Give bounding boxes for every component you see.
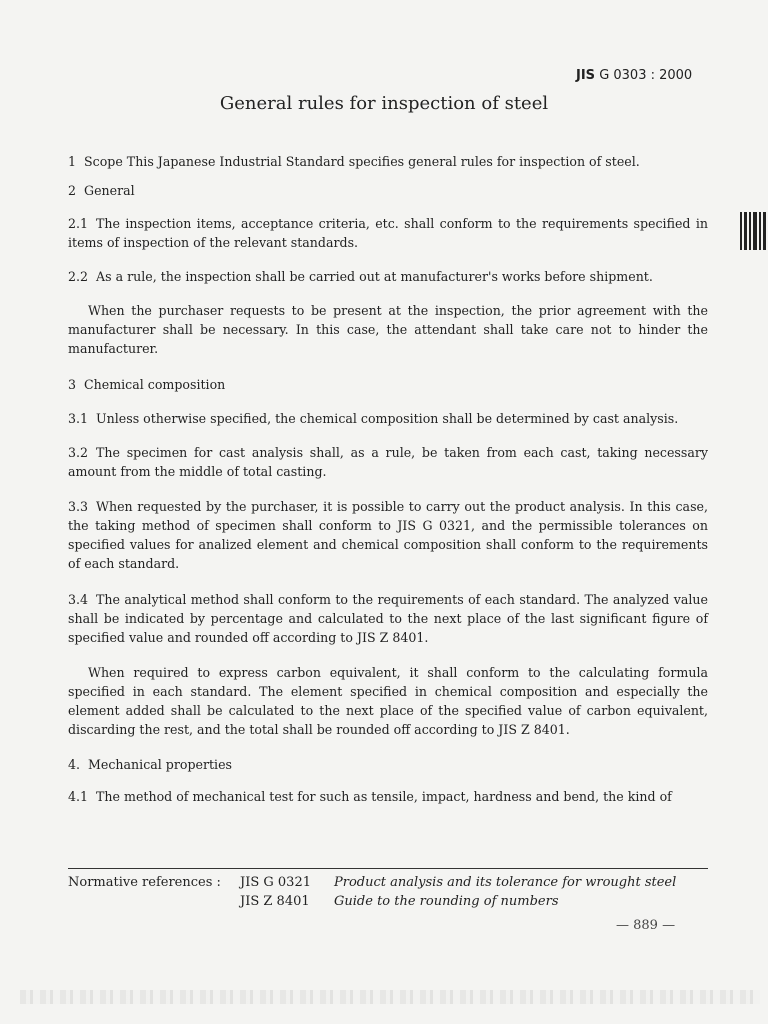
clause-text: The method of mechanical test for such as tensile, impact, hardness and bend, the kind of: [96, 789, 672, 804]
clause-3-4: [68, 590, 708, 647]
normative-references: [68, 873, 728, 911]
page-title: General rules for inspection of steel: [219, 93, 549, 114]
section-text: Chemical composition: [84, 377, 226, 392]
reference-code: JIS Z 8401: [240, 894, 310, 909]
normative-row: [68, 892, 728, 911]
normative-row: [68, 873, 728, 892]
section-text: Mechanical properties: [88, 757, 232, 772]
section-1: [68, 152, 708, 171]
clause-text: The specimen for cast analysis shall, as a rule, be taken from each cast, taking necessary amount from the middle of total casting.: [68, 445, 708, 479]
reference-title: Guide to the rounding of numbers: [334, 894, 559, 909]
section-number: 1: [68, 154, 77, 169]
section-4: [68, 755, 708, 774]
paragraph-attendance: [68, 301, 708, 358]
document-body: [68, 152, 708, 806]
section-text: Scope This Japanese Industrial Standard specifies general rules for inspection of steel.: [84, 154, 640, 169]
clause-text: As a rule, the inspection shall be carried out at manufacturer's works before shipment.: [96, 269, 653, 284]
clause-text: The inspection items, acceptance criteria, etc. shall conform to the requirements specified in items of inspection of the relevant standards.: [68, 216, 708, 250]
reference-code: JIS G 0321: [240, 875, 311, 890]
standard-prefix: JIS: [576, 68, 596, 83]
clause-number: 3.2: [68, 445, 89, 460]
barcode-mark: [740, 212, 766, 250]
section-3: [68, 375, 708, 394]
section-number: 3: [68, 377, 77, 392]
clause-text: The analytical method shall conform to the requirements of each standard. The analyzed value shall be indicated by percentage and calculated to the next place of the last significant figure of specified value and rounded off according to JIS Z 8401.: [68, 592, 708, 645]
normative-label: Normative references :: [68, 875, 221, 890]
clause-text: When requested by the purchaser, it is possible to carry out the product analysis. In this case, the taking method of specimen shall conform to JIS G 0321, and the permissible tolerances on specified values for analized element and chemical composition shall conform to the requirements of each standard.: [68, 499, 708, 571]
clause-3-2: [68, 443, 708, 481]
footnote-divider: [68, 868, 708, 869]
reference-title: Product analysis and its tolerance for wrought steel: [334, 875, 677, 890]
page-number: — 889 —: [616, 918, 676, 933]
clause-2-1: [68, 214, 708, 252]
standard-number: G 0303 : 2000: [599, 68, 693, 83]
clause-number: 4.1: [68, 789, 89, 804]
clause-number: 3.4: [68, 592, 89, 607]
paragraph-text: When the purchaser requests to be present at the inspection, the prior agreement with the manufacturer shall be necessary. In this case, the attendant shall take care not to hinder the manufacturer.: [68, 303, 708, 356]
clause-2-2: [68, 267, 708, 286]
clause-3-1: [68, 409, 708, 428]
clause-3-3: [68, 497, 708, 573]
section-number: 4.: [68, 757, 81, 772]
clause-number: 2.2: [68, 269, 89, 284]
section-2: [68, 181, 708, 200]
standard-code: [576, 66, 692, 85]
clause-4-1: [68, 787, 708, 806]
section-text: General: [84, 183, 135, 198]
paragraph-text: When required to express carbon equivalent, it shall conform to the calculating formula specified in each standard. The element specified in chemical composition and especially the element added shall be calculated to the next place of the specified value of carbon equivalent, discarding the rest, and the total shall be rounded off according to JIS Z 8401.: [68, 665, 708, 737]
scan-noise-strip: [20, 990, 760, 1004]
clause-number: 3.1: [68, 411, 89, 426]
section-number: 2: [68, 183, 77, 198]
clause-number: 2.1: [68, 216, 89, 231]
paragraph-carbon-equivalent: [68, 663, 708, 739]
clause-text: Unless otherwise specified, the chemical composition shall be determined by cast analysis.: [96, 411, 679, 426]
clause-number: 3.3: [68, 499, 89, 514]
